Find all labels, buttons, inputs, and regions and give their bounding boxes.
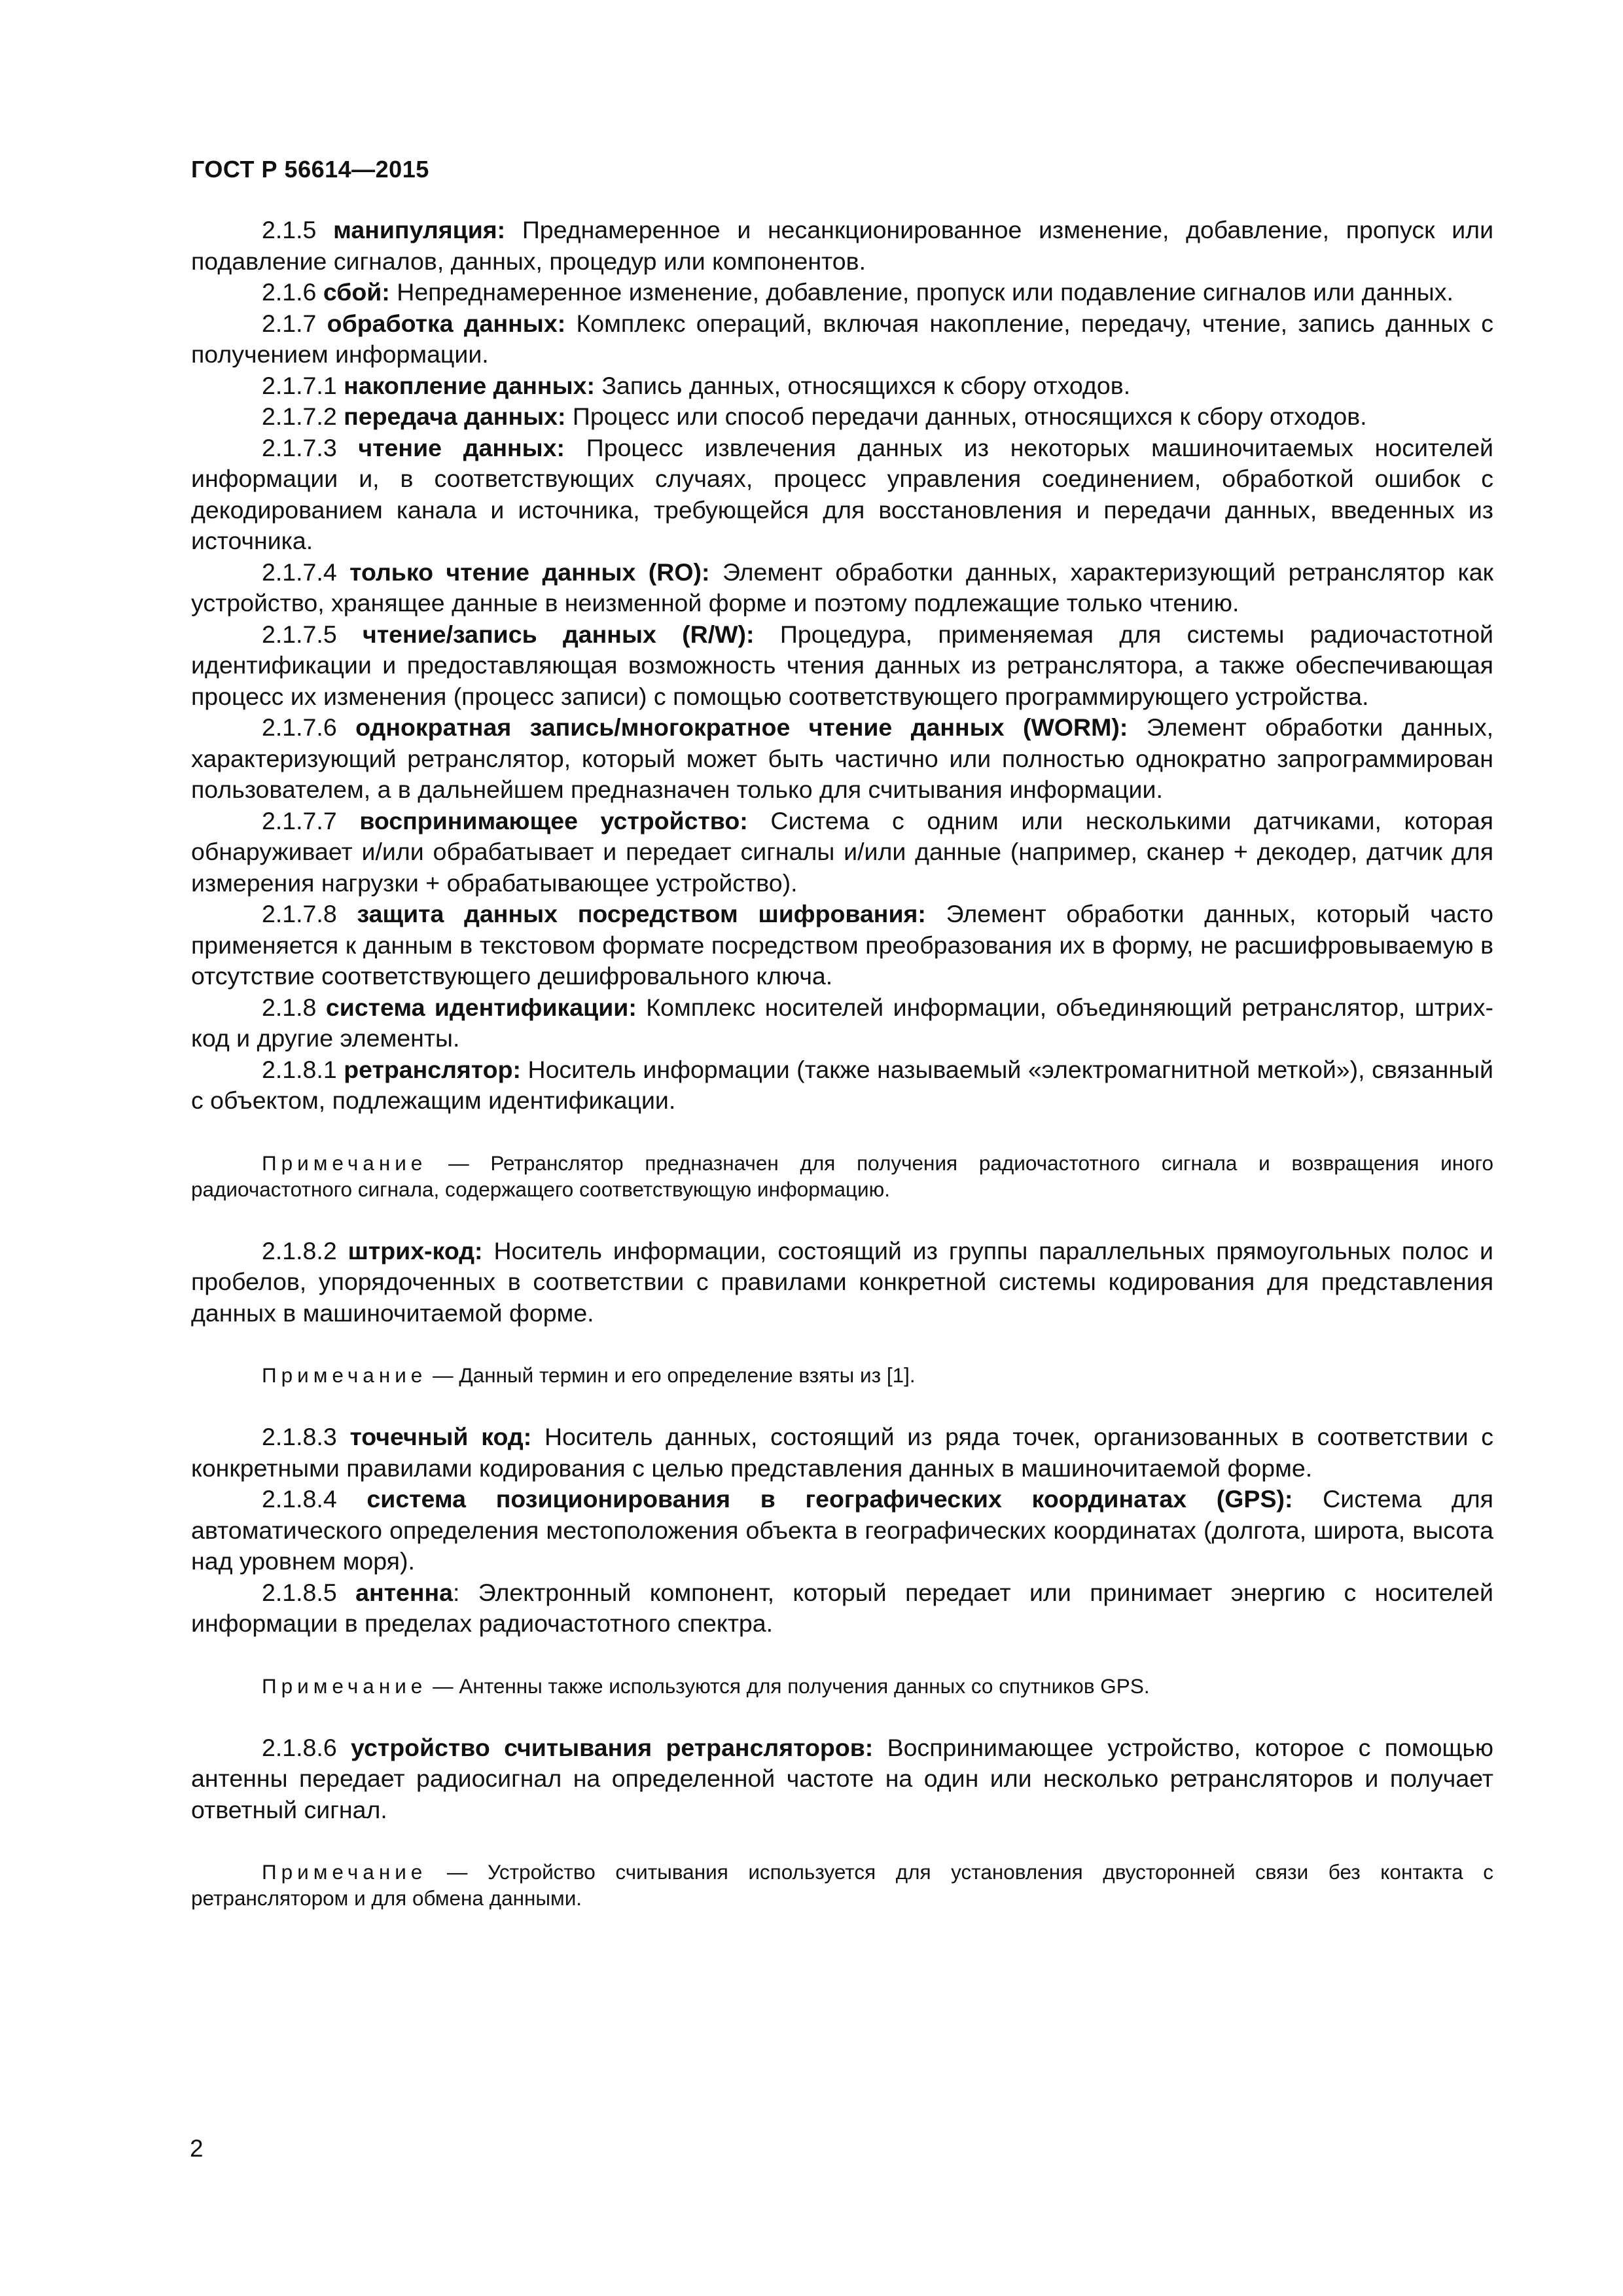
note-text: — Ретранслятор предназначен для получения радиочастотного сигнала и возвращения иного радиочастотного сигнала, содержащего соответствующую информацию. [191, 1151, 1493, 1201]
note-text: — Устройство считывания используется для установления двусторонней связи без контакта с ретранслятором и для обмена данными. [191, 1860, 1493, 1910]
definition-text: Процесс извлечения данных из некоторых машиночитаемых носителей информации и, в соответствующих случаях, процесс управления соединением, обработкой ошибок с декодированием канала и источника, требующейся для восстановления и передачи данных, введенных из источника. [191, 433, 1493, 554]
definition-text: Система для автоматического определения местоположения объекта в географических координатах (долгота, широта, высота над уровнем моря). [191, 1485, 1493, 1575]
definition-paragraph [191, 1577, 1493, 1640]
clause-number: 2.1.8.3 [262, 1423, 337, 1450]
clause-number: 2.1.6 [262, 278, 317, 306]
definition-paragraph [191, 806, 1493, 899]
definition-paragraph [191, 992, 1493, 1054]
definition-paragraph [191, 308, 1493, 370]
definition-text: Система с одним или несколькими датчиками, которая обнаруживает и/или обрабатывает и передает сигналы и/или данные (например, сканер + декодер, датчик для измерения нагрузки + обрабатывающее устройство). [191, 806, 1493, 897]
definition-text: Комплекс носителей информации, объединяющий ретранслятор, штрих-код и другие элементы. [191, 993, 1493, 1052]
term: чтение/запись данных (R/W): [363, 620, 755, 648]
note-label: Примечание [262, 1151, 427, 1175]
clause-number: 2.1.7.1 [262, 371, 337, 399]
definition-paragraph [191, 370, 1493, 402]
definition-paragraph [191, 1732, 1493, 1826]
definition-paragraph [191, 619, 1493, 713]
definition-text: Элемент обработки данных, характеризующий ретранслятор, который может быть частично или полностью однократно запрограммирован пользователем, а в дальнейшем предназначен только для считывания информации. [191, 713, 1494, 803]
clause-number: 2.1.7.6 [262, 713, 337, 741]
term: точечный код: [349, 1423, 532, 1450]
definition-paragraph [191, 401, 1493, 433]
clause-number: 2.1.8 [262, 993, 317, 1021]
definition-text: Непреднамеренное изменение, добавление, пропуск или подавление сигналов или данных. [397, 278, 1454, 306]
term: накопление данных: [344, 371, 595, 399]
standard-title: ГОСТ Р 56614—2015 [191, 156, 429, 183]
note [191, 1362, 1493, 1388]
definition-text: : Электронный компонент, который передает или принимает энергию с носителей информации в пределах радиочастотного спектра. [191, 1578, 1493, 1637]
page-number: 2 [190, 2135, 204, 2162]
definition-text: Воспринимающее устройство, которое с помощью антенны передает радиосигнал на определенной частоте на один или несколько ретрансляторов и получает ответный сигнал. [191, 1733, 1494, 1823]
clause-number: 2.1.8.1 [262, 1055, 337, 1083]
definition-text: Процедура, применяемая для системы радиочастотной идентификации и предоставляющая возможность чтения данных из ретранслятора, а также обеспечивающая процесс их изменения (процесс записи) с помощью соответствующего программирующего устройства. [191, 620, 1493, 710]
note-text: — Данный термин и его определение взяты из [1]. [433, 1363, 916, 1387]
document-body [191, 215, 1493, 1945]
definition-paragraph [191, 215, 1493, 277]
definition-paragraph [191, 1484, 1493, 1577]
definition-paragraph [191, 277, 1493, 308]
definition-paragraph [191, 1054, 1493, 1117]
clause-number: 2.1.5 [262, 216, 317, 243]
definition-text: Комплекс операций, включая накопление, передачу, чтение, запись данных с получением информации. [191, 309, 1493, 368]
clause-number: 2.1.7 [262, 309, 317, 337]
definition-text: Элемент обработки данных, характеризующий ретранслятор как устройство, хранящее данные в неизменной форме и поэтому подлежащие только чтению. [191, 558, 1494, 617]
term: сбой: [323, 278, 390, 306]
definition-paragraph [191, 1236, 1493, 1329]
note [191, 1673, 1493, 1699]
definition-text: Носитель информации (также называемый «электромагнитной меткой»), связанный с объектом, подлежащим идентификации. [191, 1055, 1494, 1114]
term: система позиционирования в географических координатах (GPS): [366, 1485, 1293, 1513]
clause-number: 2.1.8.2 [262, 1236, 337, 1265]
definition-text: Носитель информации, состоящий из группы параллельных прямоугольных полос и пробелов, упорядоченных в соответствии с правилами конкретной системы кодирования для представления данных в машиночитаемой форме. [191, 1236, 1493, 1327]
clause-number: 2.1.7.8 [262, 900, 337, 927]
note [191, 1859, 1493, 1911]
definition-paragraph [191, 557, 1493, 619]
term: передача данных: [344, 403, 566, 430]
definition-text: Носитель данных, состоящий из ряда точек, организованных в соответствии с конкретными правилами кодирования с целью представления данных в машиночитаемой форме. [191, 1423, 1494, 1482]
definition-paragraph [191, 899, 1493, 992]
term: антенна [355, 1578, 453, 1606]
clause-number: 2.1.7.4 [262, 558, 337, 586]
note-label: Примечание [262, 1860, 427, 1884]
clause-number: 2.1.7.7 [262, 806, 337, 834]
note [191, 1150, 1493, 1202]
note-text: — Антенны также используются для получения данных со спутников GPS. [433, 1674, 1150, 1698]
definition-paragraph [191, 712, 1493, 806]
definition-text: Элемент обработки данных, который часто применяется к данным в текстовом формате посредством преобразования их в форму, не расшифровываемую в отсутствие соответствующего дешифровального ключа. [191, 900, 1494, 990]
clause-number: 2.1.7.5 [262, 620, 337, 648]
definition-text: Преднамеренное и несанкционированное изменение, добавление, пропуск или подавление сигналов, данных, процедур или компонентов. [191, 216, 1494, 275]
clause-number: 2.1.8.5 [262, 1578, 337, 1606]
term: воспринимающее устройство: [359, 806, 748, 834]
term: только чтение данных (RO): [349, 558, 710, 586]
term: манипуляция: [333, 216, 506, 243]
term: защита данных посредством шифрования: [357, 900, 926, 927]
note-label: Примечание [262, 1674, 427, 1698]
term: однократная запись/многократное чтение данных (WORM): [355, 713, 1128, 741]
note-label: Примечание [262, 1363, 427, 1387]
clause-number: 2.1.7.2 [262, 403, 337, 430]
term: обработка данных: [327, 309, 566, 337]
definition-paragraph [191, 433, 1493, 557]
term: штрих-код: [348, 1236, 483, 1265]
clause-number: 2.1.8.4 [262, 1485, 337, 1513]
definition-text: Процесс или способ передачи данных, относящихся к сбору отходов. [572, 403, 1367, 430]
clause-number: 2.1.7.3 [262, 433, 337, 461]
term: чтение данных: [358, 433, 565, 461]
term: ретранслятор: [344, 1055, 521, 1083]
definition-paragraph [191, 1422, 1493, 1484]
definition-text: Запись данных, относящихся к сбору отходов. [601, 371, 1131, 399]
term: система идентификации: [325, 993, 637, 1021]
clause-number: 2.1.8.6 [262, 1733, 337, 1761]
term: устройство считывания ретрансляторов: [351, 1733, 874, 1761]
